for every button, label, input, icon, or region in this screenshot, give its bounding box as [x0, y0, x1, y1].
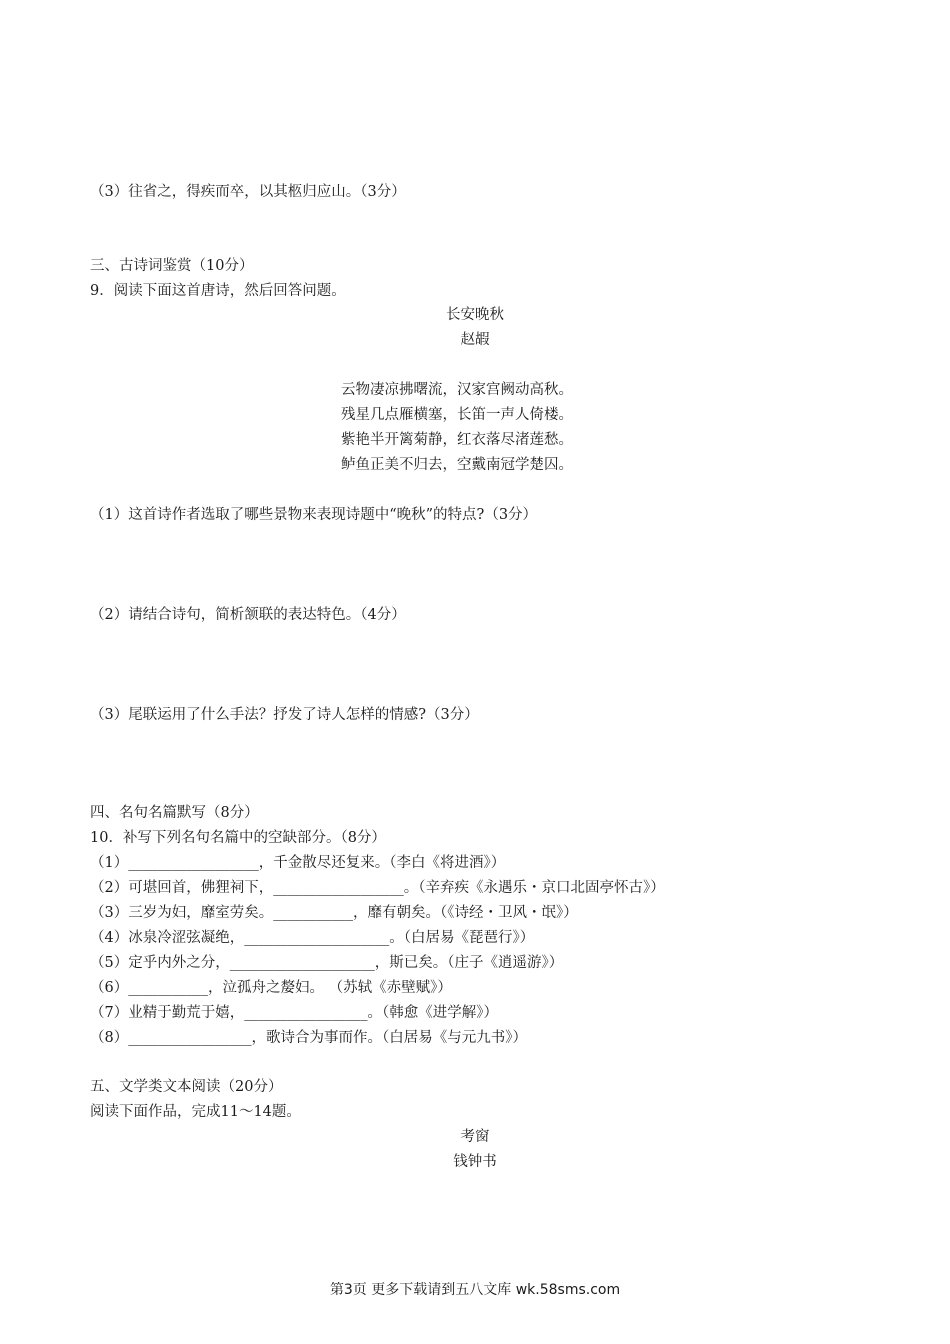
question-8-3: （3）往省之，得疾而卒，以其柩归应山。（3分） [90, 184, 406, 200]
dictation-item: （6）___________，泣孤舟之嫠妇。 （苏轼《赤壁赋》） [90, 980, 452, 996]
section-4-heading: 四、名句名篇默写（8分） [90, 805, 259, 821]
poem-line: 云物凄凉拂曙流，汉家宫阙动高秋。 [341, 382, 573, 398]
poem-line: 紫艳半开篱菊静，红衣落尽渚莲愁。 [341, 432, 573, 448]
essay-author: 钱钟书 [453, 1154, 497, 1170]
poem-line: 残星几点雁横塞，长笛一声人倚楼。 [341, 407, 573, 423]
question-9-3: （3）尾联运用了什么手法？抒发了诗人怎样的情感?（3分） [90, 707, 479, 723]
dictation-item: （8）_________________，歌诗合为事而作。（白居易《与元九书》） [90, 1030, 527, 1046]
question-10-intro: 10．补写下列名句名篇中的空缺部分。（8分） [90, 830, 386, 846]
question-9-2: （2）请结合诗句，简析颔联的表达特色。（4分） [90, 607, 406, 623]
question-9-intro: 9．阅读下面这首唐诗，然后回答问题。 [90, 283, 346, 299]
question-9-1: （1）这首诗作者选取了哪些景物来表现诗题中“晚秋”的特点?（3分） [90, 507, 538, 523]
dictation-item: （5）定乎内外之分，____________________，斯已矣。（庄子《逍遥游》） [90, 955, 564, 971]
poem-title: 长安晚秋 [446, 307, 504, 323]
dictation-item: （7）业精于勤荒于嬉，_________________。（韩愈《进学解》） [90, 1005, 498, 1021]
section-5-heading: 五、文学类文本阅读（20分） [90, 1079, 283, 1095]
dictation-item: （2）可堪回首，佛狸祠下，__________________。（辛弃疾《永遇乐・京口北固亭怀古》） [90, 880, 665, 896]
dictation-item: （1）__________________，千金散尽还复来。（李白《将进酒》） [90, 855, 506, 871]
poem-author: 赵嘏 [460, 332, 490, 348]
section-5-intro: 阅读下面作品，完成11～14题。 [90, 1104, 301, 1120]
page-footer: 第3页 更多下载请到五八文库 wk.58sms.com [329, 1282, 621, 1298]
essay-title: 考窗 [460, 1129, 490, 1145]
dictation-item: （4）冰泉冷涩弦凝绝，____________________。（白居易《琵琶行》） [90, 930, 535, 946]
poem-line: 鲈鱼正美不归去，空戴南冠学楚囚。 [341, 457, 573, 473]
section-3-heading: 三、古诗词鉴赏（10分） [90, 258, 254, 274]
dictation-item: （3）三岁为妇，靡室劳矣。___________，靡有朝矣。（《诗经・卫风・氓》） [90, 905, 578, 921]
